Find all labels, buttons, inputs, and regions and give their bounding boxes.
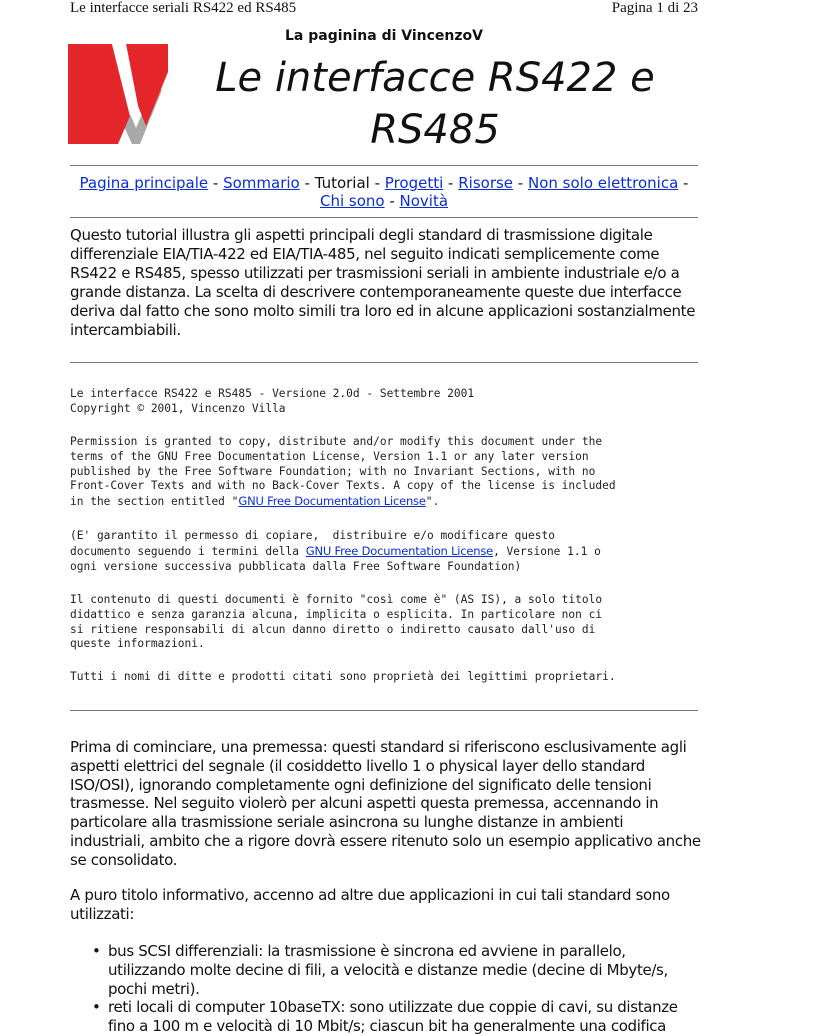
page-title-line-1: Le interfacce RS422 e [215,55,655,101]
vincenzov-logo [68,44,168,144]
list-item: • bus SCSI differenziali: la trasmissione è sincrona ed avviene in parallelo, utilizzando molte decine di fili, a velocità e distanze medie (decine di Mbyte/s, pochi metri). [92,942,704,998]
disclaimer-line: Il contenuto di questi documenti è fornito "così come è" (AS IS), a solo titolo [70,593,603,606]
license-version-line: Le interfacce RS422 e RS485 - Versione 2.0d - Settembre 2001 [70,387,475,400]
italian-permission-notice [70,529,710,574]
nav-bar [70,174,698,210]
nav-separator: - [299,174,315,192]
permission-line: terms of the GNU Free Documentation License, Version 1.1 or any later version [70,449,589,463]
trademark-line: Tutti i nomi di ditte e prodotti citati sono proprietà dei legittimi proprietari. [70,670,616,683]
nav-link-progetti[interactable]: Progetti [384,174,444,192]
permission-line: Permission is granted to copy, distribute and/or modify this document under the [70,435,603,448]
permission-last-post: ". [425,495,440,509]
gnu-fdl-link[interactable]: GNU Free Documentation License [238,494,426,509]
permission-line: published by the Free Software Foundation; with no Invariant Sections, with no [70,464,596,478]
pdf-header [0,0,768,22]
page-title [170,52,700,156]
license-copyright-line: Copyright © 2001, Vincenzo Villa [70,401,286,415]
nav-separator: - [208,174,224,192]
divider [70,710,698,711]
nav-link-novita[interactable]: Novità [399,192,449,210]
applications-list [92,942,704,1036]
it-permission-line: ogni versione successiva pubblicata dalla Free Software Foundation) [70,559,522,573]
nav-separator: - [513,174,528,192]
nav-link-pagina-principale[interactable]: Pagina principale [79,174,209,192]
info-paragraph: A puro titolo informativo, accenno ad altre due applicazioni in cui tali standard sono utilizzati: [70,886,670,923]
permission-last-pre: in the section entitled " [70,495,239,509]
divider [70,165,698,166]
license-block [70,387,710,417]
nav-separator: - [443,174,459,192]
nav-separator: - [384,192,400,210]
list-item: • reti locali di computer 10baseTX: sono utilizzate due coppie di cavi, su distanze fino a 100 m e velocità di 10 Mbit/s; ciascun bit ha generalmente una codifica [92,998,704,1036]
site-name-text: La paginina di VincenzoV [285,28,483,44]
page-title-line-2: RS485 [370,107,500,153]
nav-link-chi-sono[interactable]: Chi sono [319,192,385,210]
nav-item-tutorial: Tutorial [314,174,370,192]
it-permission-line [70,544,710,560]
trademark-notice [70,670,710,685]
gnu-fdl-link-it[interactable]: GNU Free Documentation License [305,543,494,558]
it-line2-post: , Versione 1.1 o [493,544,601,558]
logo-v-icon [68,44,168,144]
nav-separator: - [678,174,689,192]
permission-line [70,494,710,510]
divider [70,217,698,218]
disclaimer-line: queste informazioni. [70,637,205,651]
divider [70,362,698,363]
premise-paragraph: Prima di cominciare, una premessa: questi standard si riferiscono esclusivamente agli aspetti elettrici del segnale (il cosiddetto livello 1 o physical layer dello standard ISO/OSI), ignorando completamente ogni definizione del significato delle tensioni trasmesse. Nel seguito violerò per alcuni aspetti questa premessa, accennando in particolare alla trasmissione seriale asincrona su lunghe distanze in ambienti industriali, ambito che a rigore dovrà essere ritenuto solo un esempio applicativo anche se consolidato. [70,738,701,869]
pdf-page-label: Pagina 1 di 23 [611,0,698,16]
nav-link-sommario[interactable]: Sommario [223,174,300,192]
nav-link-risorse[interactable]: Risorse [458,174,514,192]
nav-link-non-solo-elettronica[interactable]: Non solo elettronica [527,174,679,192]
nav-separator: - [369,174,385,192]
site-name [0,28,838,44]
pdf-doc-title: Le interfacce seriali RS422 ed RS485 [70,0,297,16]
disclaimer-line: si ritiene responsabili di alcun danno diretto o indiretto causato dall'uso di [70,622,596,636]
permission-line: Front-Cover Texts and with no Back-Cover Texts. A copy of the license is included [70,479,616,493]
disclaimer-line: didattico e senza garanzia alcuna, implicita o esplicita. In particolare non ci [70,607,603,621]
it-line2-pre: documento seguendo i termini della [70,544,306,558]
permission-notice [70,435,710,510]
it-permission-line: (E' garantito il permesso di copiare, distribuire e/o modificare questo [70,529,555,542]
intro-paragraph: Questo tutorial illustra gli aspetti principali degli standard di trasmissione digitale differenziale EIA/TIA-422 ed EIA/TIA-485, nel seguito indicati semplicemente come RS422 e RS485, spesso utilizzati per trasmissioni seriali in ambiente industriale e/o a grande distanza. La scelta di descrivere contemporaneamente queste due interfacce deriva dal fatto che sono molto simili tra loro ed in alcune applicazioni sostanzialmente intercambiabili. [70,226,696,339]
disclaimer [70,593,710,652]
